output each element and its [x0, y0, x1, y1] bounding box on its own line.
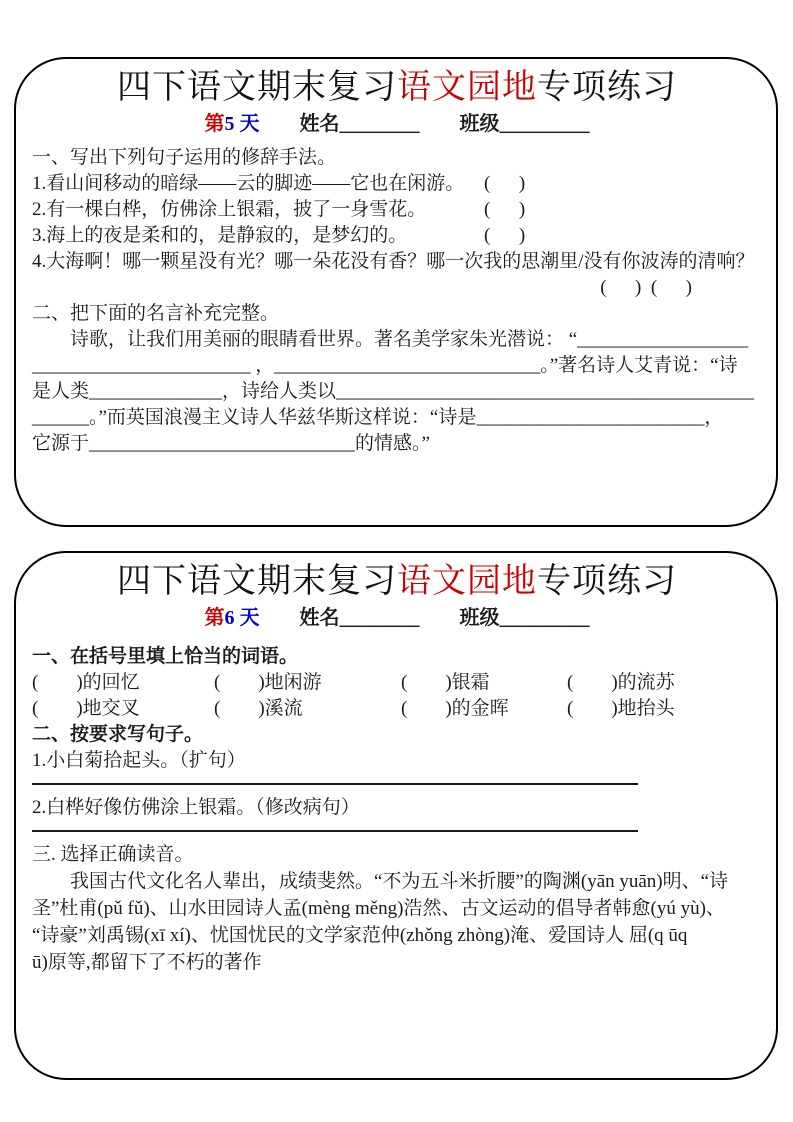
quote-line: 是人类______________，诗给人类以____________________________________________: [32, 381, 755, 402]
name-field: 姓名________: [299, 607, 420, 629]
answer-parens: ( ): [484, 199, 526, 220]
word-item: [567, 696, 762, 722]
answer-parens: ( ): [484, 225, 526, 246]
section3-heading: 三. 选择正确读音。: [32, 844, 194, 865]
word-item: [32, 696, 214, 722]
word-label: 的金晖: [451, 698, 509, 719]
title-part1: 四下语文期末复习: [117, 69, 397, 106]
day-label: [205, 111, 260, 138]
title-part2: 专项练习: [537, 563, 677, 600]
passage-line: “诗豪”刘禹锡(xī xí)、忧国忧民的文学家范仲(zhǒng zhòng)淹、爱国诗人 屈(q ūq: [32, 925, 688, 946]
quote-line: _______________________ ，____________________________。”著名诗人艾青说：“诗: [32, 355, 738, 376]
answer-parens: ( ): [484, 173, 526, 194]
word-item: [214, 670, 401, 696]
answer-writing-line: [32, 783, 638, 785]
day-prefix: 第: [204, 607, 225, 629]
day-number: 6 天: [224, 607, 260, 629]
section2-heading: 二、把下面的名言补充完整。: [32, 303, 280, 324]
word-item: [214, 696, 401, 722]
title-highlight: 语文园地: [397, 563, 537, 600]
word-paren: ( ): [401, 698, 452, 719]
name-field: 姓名________: [299, 113, 420, 135]
card-body: [32, 644, 762, 976]
word-item: [32, 670, 214, 696]
passage-line: 圣”杜甫(pǔ fǔ)、山水田园诗人孟(mèng měng)浩然、古文运动的倡导者韩愈(yú yù)、: [32, 898, 725, 919]
passage-line: ū)原等,都留下了不朽的著作: [32, 952, 262, 973]
word-label: 的回忆: [82, 672, 140, 693]
word-paren: ( ): [567, 672, 618, 693]
question-text: 2.有一棵白桦，仿佛涂上银霜，披了一身雪花。: [32, 199, 427, 220]
word-paren: ( ): [32, 698, 83, 719]
title-part1: 四下语文期末复习: [117, 563, 397, 600]
word-label: 地交叉: [82, 698, 140, 719]
question-row: [32, 197, 762, 223]
card-title: [32, 67, 762, 109]
title-highlight: 语文园地: [397, 69, 537, 106]
class-field: 班级_________: [459, 607, 590, 629]
question-row: [32, 171, 762, 197]
word-label: 银霜: [451, 672, 490, 693]
word-paren: ( ): [32, 672, 83, 693]
card-subheader: [32, 605, 762, 632]
day-number: 5 天: [224, 113, 260, 135]
day-label: [205, 605, 260, 632]
answer-writing-line: [32, 830, 638, 832]
card-body: [32, 145, 762, 457]
word-fill-grid: [32, 670, 762, 722]
word-item: [401, 696, 567, 722]
worksheet-card-day5: [14, 57, 778, 527]
word-label: 地闲游: [264, 672, 322, 693]
day-prefix: 第: [204, 113, 225, 135]
question-text: 2.白桦好像仿佛涂上银霜。（修改病句）: [32, 797, 360, 818]
passage-line: 我国古代文化名人辈出，成绩斐然。“不为五斗米折腰”的陶渊(yān yuān)明、“诗: [32, 871, 729, 892]
quote-line: 它源于____________________________的情感。”: [32, 433, 430, 454]
word-label: 的流苏: [617, 672, 675, 693]
question-text: 1.小白菊拾起头。（扩句）: [32, 750, 246, 771]
question-text: 3.海上的夜是柔和的，是静寂的，是梦幻的。: [32, 225, 408, 246]
word-item: [401, 670, 567, 696]
question-row: [32, 223, 762, 249]
word-paren: ( ): [214, 672, 265, 693]
word-label: 溪流: [264, 698, 303, 719]
word-item: [567, 670, 762, 696]
word-paren: ( ): [214, 698, 265, 719]
card-subheader: [32, 111, 762, 138]
question-text: 4.大海啊！哪一颗星没有光？哪一朵花没有香？哪一次我的思潮里/没有你波涛的清响？: [32, 251, 755, 272]
card-title: [32, 561, 762, 603]
answer-parens: ( ) ( ): [600, 277, 692, 298]
section2-heading: 二、按要求写句子。: [32, 724, 204, 745]
quote-line: 诗歌，让我们用美丽的眼睛看世界。著名美学家朱光潜说： “__________________: [32, 329, 749, 350]
section1-heading: 一、写出下列句子运用的修辞手法。: [32, 147, 337, 168]
word-paren: ( ): [567, 698, 618, 719]
word-paren: ( ): [401, 672, 452, 693]
question-text: 1.看山间移动的暗绿——云的脚迹——它也在闲游。: [32, 173, 465, 194]
word-label: 地抬头: [617, 698, 675, 719]
title-part2: 专项练习: [537, 69, 677, 106]
class-field: 班级_________: [459, 113, 590, 135]
section1-heading: 一、在括号里填上恰当的词语。: [32, 646, 299, 667]
worksheet-card-day6: [14, 551, 778, 1080]
quote-line: ______。”而英国浪漫主义诗人华兹华斯这样说：“诗是________________________，: [32, 407, 724, 428]
